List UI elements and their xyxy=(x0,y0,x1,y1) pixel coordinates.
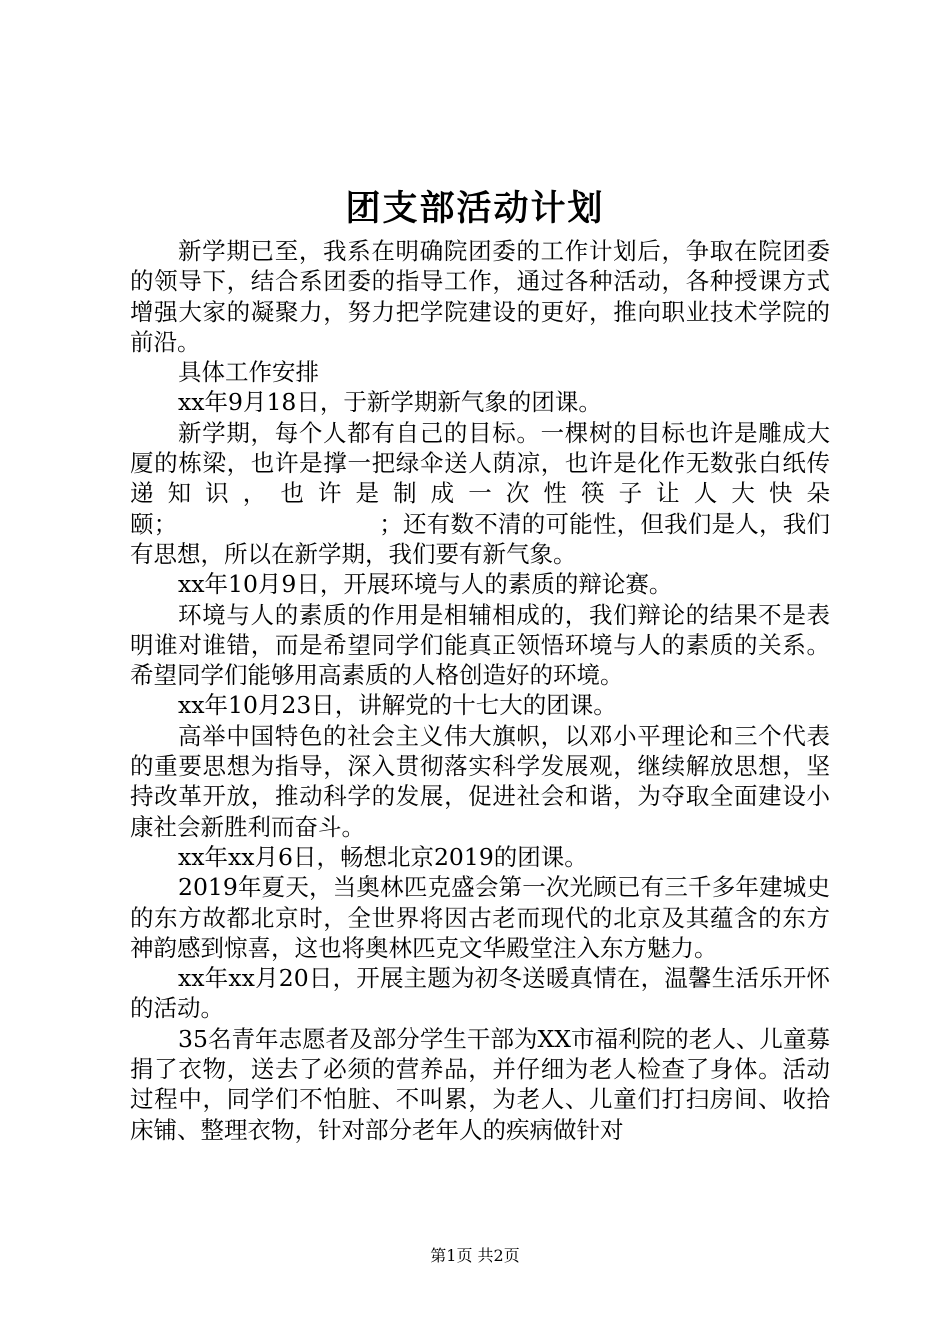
activity-date-4: xx年xx月6日，畅想北京2019的团课。 xyxy=(178,842,588,871)
activity-date-2: xx年10月9日，开展环境与人的素质的辩论赛。 xyxy=(178,570,673,599)
activity-desc-5: 35名青年志愿者及部分学生干部为XX市福利院的老人、儿童募捐了衣物，送去了必须的营养品，并仔细为老人检查了身体。活动过程中，同学们不怕脏、不叫累，为老人、儿童们打扫房间、收拾床铺、整理衣物，针对部分老年人的疾病做针对 xyxy=(130,1024,830,1144)
document-body xyxy=(130,236,830,1145)
activity-desc-2: 环境与人的素质的作用是相辅相成的，我们辩论的结果不是表明谁对谁错，而是希望同学们能真正领悟环境与人的素质的关系。希望同学们能够用高素质的人格创造好的环境。 xyxy=(130,600,830,690)
activity-date-1: xx年9月18日，于新学期新气象的团课。 xyxy=(178,388,602,417)
page-number-footer: 第1页 共2页 xyxy=(430,1246,520,1265)
paragraph-intro: 新学期已至，我系在明确院团委的工作计划后，争取在院团委的领导下，结合系团委的指导工作，通过各种活动，各种授课方式增强大家的凝聚力，努力把学院建设的更好，推向职业技术学院的前沿。 xyxy=(130,237,830,356)
activity-date-5: xx年xx月20日，开展主题为初冬送暖真情在，温馨生活乐开怀的活动。 xyxy=(130,964,830,1023)
section-heading: 具体工作安排 xyxy=(178,358,319,387)
activity-date-3: xx年10月23日，讲解党的十七大的团课。 xyxy=(178,691,617,720)
activity-desc-3: 高举中国特色的社会主义伟大旗帜，以邓小平理论和三个代表的重要思想为指导，深入贯彻落实科学发展观，继续解放思想，坚持改革开放，推动科学的发展，促进社会和谐，为夺取全面建设小康社会新胜利而奋斗。 xyxy=(130,721,830,841)
document-title: 团支部活动计划 xyxy=(345,188,605,229)
activity-desc-4: 2019年夏天，当奥林匹克盛会第一次光顾已有三千多年建城史的东方故都北京时，全世界将因古老而现代的北京及其蕴含的东方神韵感到惊喜，这也将奥林匹克文华殿堂注入东方魅力。 xyxy=(130,873,830,962)
activity-desc-1: 新学期，每个人都有自己的目标。一棵树的目标也许是雕成大厦的栋梁，也许是撑一把绿伞送人荫凉，也许是化作无数张白纸传递知识，也许是制成一次性筷子让人大快朵颐； ；还有数不清的可能性，但我们是人，我们有思想，所以在新学期，我们要有新气象。 xyxy=(130,418,830,568)
